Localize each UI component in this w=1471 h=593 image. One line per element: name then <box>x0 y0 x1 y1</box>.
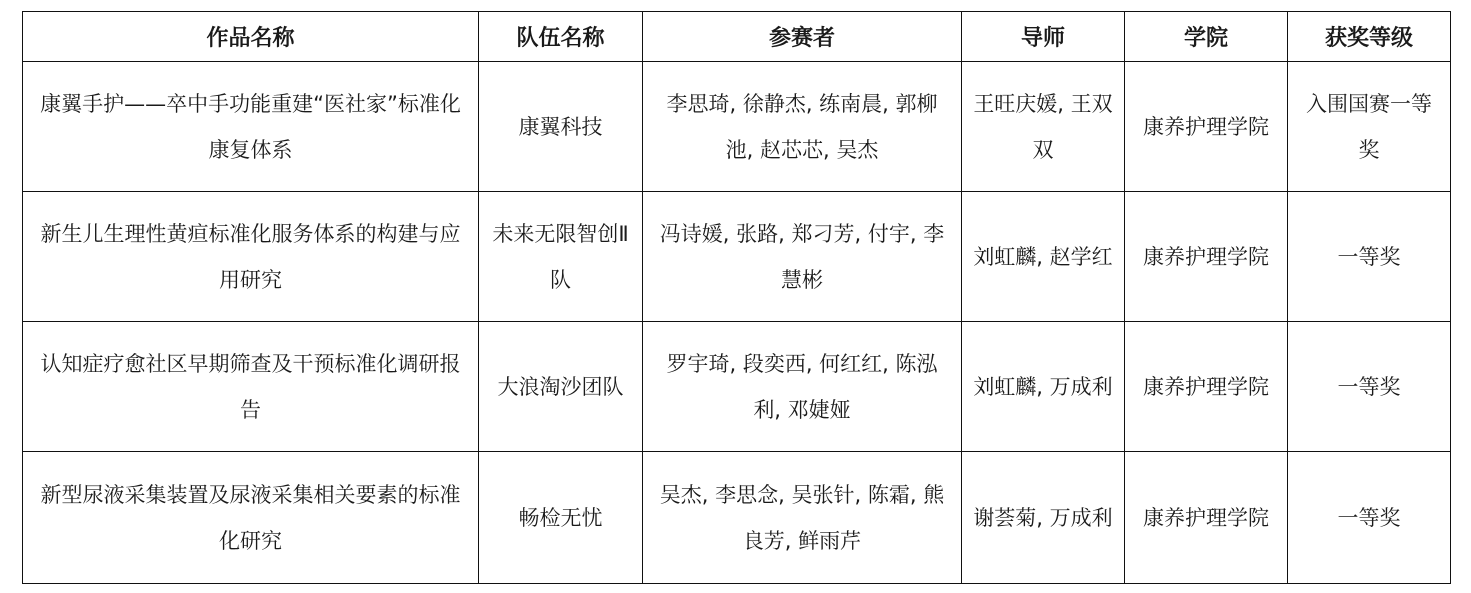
cell-team-name: 大浪淘沙团队 <box>479 322 643 452</box>
cell-award-level: 一等奖 <box>1288 192 1451 322</box>
table-row <box>23 452 1451 584</box>
cell-mentor: 谢荟菊, 万成利 <box>962 452 1125 584</box>
cell-mentor: 刘虹麟, 万成利 <box>962 322 1125 452</box>
cell-college: 康养护理学院 <box>1125 62 1288 192</box>
cell-award-level: 一等奖 <box>1288 322 1451 452</box>
cell-college: 康养护理学院 <box>1125 452 1288 584</box>
cell-work-name: 康翼手护——卒中手功能重建“医社家”标准化康复体系 <box>23 62 479 192</box>
table-row <box>23 192 1451 322</box>
cell-members: 李思琦, 徐静杰, 练南晨, 郭柳池, 赵芯芯, 吴杰 <box>643 62 962 192</box>
cell-award-level: 入围国赛一等奖 <box>1288 62 1451 192</box>
table-row <box>23 62 1451 192</box>
cell-work-name: 认知症疗愈社区早期筛查及干预标准化调研报告 <box>23 322 479 452</box>
cell-college: 康养护理学院 <box>1125 192 1288 322</box>
header-college: 学院 <box>1125 12 1288 62</box>
cell-work-name: 新型尿液采集装置及尿液采集相关要素的标准化研究 <box>23 452 479 584</box>
table-header <box>23 12 1451 62</box>
cell-team-name: 畅检无忧 <box>479 452 643 584</box>
cell-members: 冯诗媛, 张路, 郑刁芳, 付宇, 李慧彬 <box>643 192 962 322</box>
header-team-name: 队伍名称 <box>479 12 643 62</box>
header-work-name: 作品名称 <box>23 12 479 62</box>
header-row <box>23 12 1451 62</box>
cell-members: 吴杰, 李思念, 吴张针, 陈霜, 熊良芳, 鲜雨芹 <box>643 452 962 584</box>
cell-mentor: 刘虹麟, 赵学红 <box>962 192 1125 322</box>
cell-team-name: 未来无限智创Ⅱ队 <box>479 192 643 322</box>
cell-work-name: 新生儿生理性黄疸标准化服务体系的构建与应用研究 <box>23 192 479 322</box>
table-row <box>23 322 1451 452</box>
header-mentor: 导师 <box>962 12 1125 62</box>
cell-award-level: 一等奖 <box>1288 452 1451 584</box>
cell-college: 康养护理学院 <box>1125 322 1288 452</box>
cell-mentor: 王旺庆媛, 王双双 <box>962 62 1125 192</box>
header-award-level: 获奖等级 <box>1288 12 1451 62</box>
cell-team-name: 康翼科技 <box>479 62 643 192</box>
cell-members: 罗宇琦, 段奕西, 何红红, 陈泓利, 邓婕娅 <box>643 322 962 452</box>
header-members: 参赛者 <box>643 12 962 62</box>
table-body <box>23 62 1451 584</box>
award-table <box>22 11 1451 584</box>
